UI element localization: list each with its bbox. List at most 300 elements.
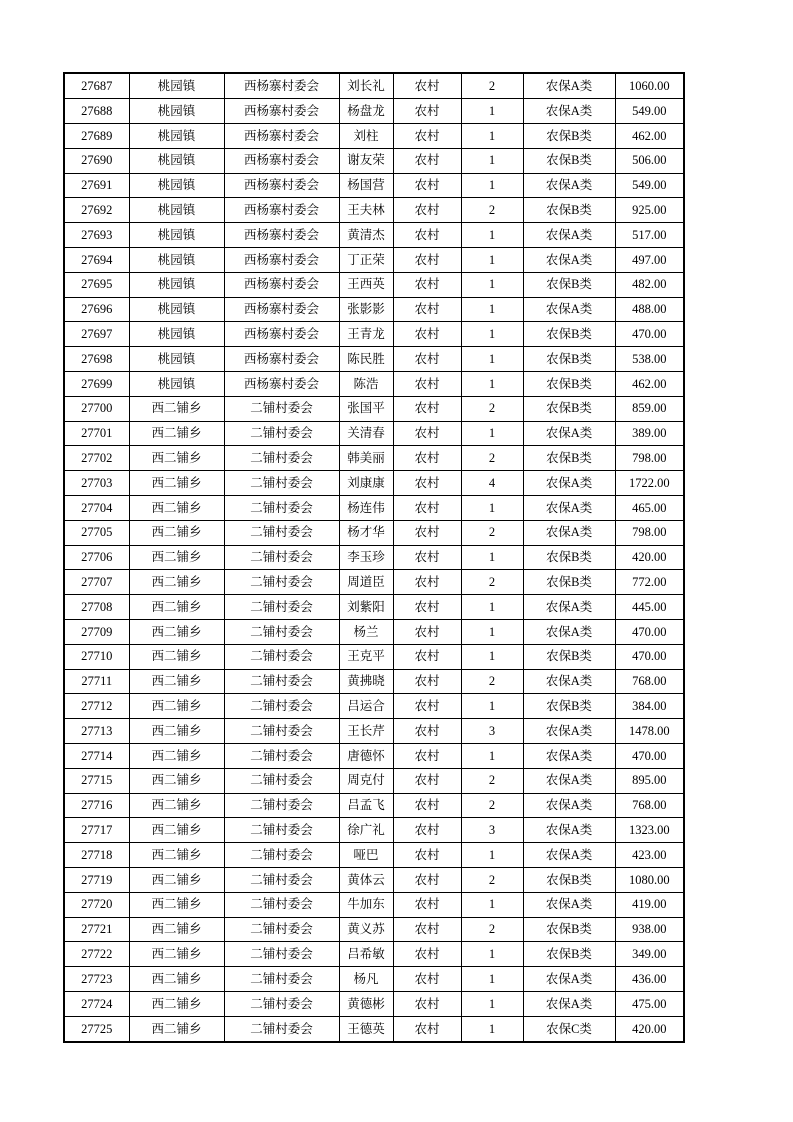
cell-person-name: 周道臣: [339, 570, 393, 595]
cell-insurance-category: 农保B类: [523, 272, 615, 297]
cell-village-committee: 二铺村委会: [224, 768, 339, 793]
cell-insurance-category: 农保A类: [523, 669, 615, 694]
cell-village-committee: 二铺村委会: [224, 867, 339, 892]
cell-town: 西二铺乡: [129, 446, 224, 471]
table-row: [64, 99, 684, 124]
cell-village-committee: 西杨寨村委会: [224, 371, 339, 396]
table-row: [64, 1016, 684, 1042]
cell-insurance-category: 农保A类: [523, 619, 615, 644]
table-row: [64, 818, 684, 843]
cell-person-count: 2: [461, 793, 523, 818]
cell-village-committee: 二铺村委会: [224, 644, 339, 669]
cell-amount: 768.00: [615, 669, 684, 694]
cell-amount: 482.00: [615, 272, 684, 297]
cell-person-count: 1: [461, 347, 523, 372]
cell-record-id: 27696: [64, 297, 129, 322]
cell-record-id: 27693: [64, 223, 129, 248]
cell-record-id: 27710: [64, 644, 129, 669]
cell-town: 西二铺乡: [129, 545, 224, 570]
cell-insurance-category: 农保A类: [523, 297, 615, 322]
cell-residence-type: 农村: [393, 743, 461, 768]
cell-town: 桃园镇: [129, 223, 224, 248]
cell-person-count: 1: [461, 644, 523, 669]
cell-amount: 1060.00: [615, 73, 684, 99]
cell-amount: 389.00: [615, 421, 684, 446]
cell-insurance-category: 农保B类: [523, 347, 615, 372]
cell-record-id: 27697: [64, 322, 129, 347]
cell-amount: 768.00: [615, 793, 684, 818]
table-row: [64, 124, 684, 149]
cell-amount: 419.00: [615, 892, 684, 917]
cell-record-id: 27698: [64, 347, 129, 372]
cell-village-committee: 西杨寨村委会: [224, 148, 339, 173]
cell-record-id: 27689: [64, 124, 129, 149]
cell-village-committee: 二铺村委会: [224, 595, 339, 620]
cell-town: 桃园镇: [129, 297, 224, 322]
cell-town: 西二铺乡: [129, 967, 224, 992]
cell-amount: 895.00: [615, 768, 684, 793]
cell-amount: 420.00: [615, 545, 684, 570]
cell-town: 桃园镇: [129, 272, 224, 297]
cell-record-id: 27708: [64, 595, 129, 620]
cell-record-id: 27720: [64, 892, 129, 917]
cell-town: 西二铺乡: [129, 644, 224, 669]
cell-record-id: 27714: [64, 743, 129, 768]
cell-insurance-category: 农保A类: [523, 99, 615, 124]
cell-village-committee: 二铺村委会: [224, 570, 339, 595]
cell-insurance-category: 农保A类: [523, 495, 615, 520]
cell-insurance-category: 农保B类: [523, 644, 615, 669]
cell-person-count: 2: [461, 198, 523, 223]
cell-insurance-category: 农保A类: [523, 421, 615, 446]
cell-record-id: 27691: [64, 173, 129, 198]
cell-town: 桃园镇: [129, 173, 224, 198]
cell-amount: 549.00: [615, 99, 684, 124]
cell-record-id: 27717: [64, 818, 129, 843]
cell-person-name: 刘长礼: [339, 73, 393, 99]
cell-village-committee: 二铺村委会: [224, 495, 339, 520]
cell-village-committee: 二铺村委会: [224, 694, 339, 719]
table-row: [64, 867, 684, 892]
cell-village-committee: 二铺村委会: [224, 917, 339, 942]
cell-village-committee: 二铺村委会: [224, 1016, 339, 1042]
cell-town: 西二铺乡: [129, 421, 224, 446]
cell-person-name: 王青龙: [339, 322, 393, 347]
table-row: [64, 198, 684, 223]
cell-town: 西二铺乡: [129, 619, 224, 644]
cell-amount: 470.00: [615, 644, 684, 669]
cell-village-committee: 二铺村委会: [224, 446, 339, 471]
cell-residence-type: 农村: [393, 570, 461, 595]
table-row: [64, 768, 684, 793]
cell-town: 西二铺乡: [129, 520, 224, 545]
cell-town: 西二铺乡: [129, 570, 224, 595]
cell-person-count: 1: [461, 843, 523, 868]
cell-person-name: 王西英: [339, 272, 393, 297]
cell-residence-type: 农村: [393, 644, 461, 669]
cell-town: 西二铺乡: [129, 495, 224, 520]
table-row: [64, 917, 684, 942]
cell-record-id: 27702: [64, 446, 129, 471]
cell-residence-type: 农村: [393, 694, 461, 719]
table-row: [64, 991, 684, 1016]
cell-village-committee: 西杨寨村委会: [224, 247, 339, 272]
table-row: [64, 272, 684, 297]
cell-insurance-category: 农保A类: [523, 520, 615, 545]
cell-village-committee: 西杨寨村委会: [224, 198, 339, 223]
cell-amount: 488.00: [615, 297, 684, 322]
cell-person-count: 2: [461, 768, 523, 793]
cell-town: 桃园镇: [129, 148, 224, 173]
cell-insurance-category: 农保A类: [523, 719, 615, 744]
cell-insurance-category: 农保B类: [523, 694, 615, 719]
cell-person-name: 牛加东: [339, 892, 393, 917]
cell-insurance-category: 农保A类: [523, 743, 615, 768]
table-row: [64, 545, 684, 570]
cell-person-name: 陈民胜: [339, 347, 393, 372]
table-row: [64, 421, 684, 446]
cell-person-count: 1: [461, 545, 523, 570]
table-row: [64, 669, 684, 694]
table-row: [64, 471, 684, 496]
table-row: [64, 644, 684, 669]
cell-person-name: 黄拂晓: [339, 669, 393, 694]
cell-person-count: 1: [461, 272, 523, 297]
cell-village-committee: 西杨寨村委会: [224, 322, 339, 347]
cell-village-committee: 二铺村委会: [224, 793, 339, 818]
cell-person-name: 杨才华: [339, 520, 393, 545]
cell-amount: 506.00: [615, 148, 684, 173]
cell-record-id: 27721: [64, 917, 129, 942]
cell-town: 桃园镇: [129, 124, 224, 149]
cell-residence-type: 农村: [393, 148, 461, 173]
cell-amount: 859.00: [615, 396, 684, 421]
cell-person-count: 3: [461, 818, 523, 843]
cell-insurance-category: 农保A类: [523, 173, 615, 198]
cell-person-count: 1: [461, 942, 523, 967]
cell-residence-type: 农村: [393, 471, 461, 496]
cell-residence-type: 农村: [393, 867, 461, 892]
cell-village-committee: 二铺村委会: [224, 669, 339, 694]
cell-record-id: 27715: [64, 768, 129, 793]
cell-amount: 798.00: [615, 520, 684, 545]
cell-town: 桃园镇: [129, 73, 224, 99]
cell-residence-type: 农村: [393, 297, 461, 322]
cell-amount: 470.00: [615, 322, 684, 347]
cell-town: 西二铺乡: [129, 768, 224, 793]
table-row: [64, 942, 684, 967]
cell-person-count: 1: [461, 619, 523, 644]
cell-person-name: 关清春: [339, 421, 393, 446]
cell-town: 西二铺乡: [129, 867, 224, 892]
cell-amount: 772.00: [615, 570, 684, 595]
cell-person-name: 哑巴: [339, 843, 393, 868]
cell-residence-type: 农村: [393, 595, 461, 620]
cell-amount: 470.00: [615, 619, 684, 644]
cell-record-id: 27700: [64, 396, 129, 421]
cell-village-committee: 二铺村委会: [224, 818, 339, 843]
table-row: [64, 297, 684, 322]
cell-insurance-category: 农保B类: [523, 124, 615, 149]
cell-insurance-category: 农保A类: [523, 793, 615, 818]
cell-residence-type: 农村: [393, 967, 461, 992]
cell-person-count: 1: [461, 595, 523, 620]
cell-village-committee: 西杨寨村委会: [224, 173, 339, 198]
cell-village-committee: 二铺村委会: [224, 421, 339, 446]
cell-residence-type: 农村: [393, 73, 461, 99]
table-row: [64, 793, 684, 818]
cell-amount: 1478.00: [615, 719, 684, 744]
cell-amount: 436.00: [615, 967, 684, 992]
cell-person-count: 1: [461, 124, 523, 149]
cell-insurance-category: 农保B类: [523, 545, 615, 570]
cell-record-id: 27716: [64, 793, 129, 818]
cell-residence-type: 农村: [393, 223, 461, 248]
records-tbody: [64, 73, 684, 1042]
cell-town: 桃园镇: [129, 322, 224, 347]
cell-record-id: 27706: [64, 545, 129, 570]
cell-person-count: 1: [461, 495, 523, 520]
cell-person-name: 吕运合: [339, 694, 393, 719]
cell-amount: 423.00: [615, 843, 684, 868]
cell-town: 西二铺乡: [129, 743, 224, 768]
cell-person-name: 杨盘龙: [339, 99, 393, 124]
cell-amount: 470.00: [615, 743, 684, 768]
cell-town: 西二铺乡: [129, 818, 224, 843]
cell-person-count: 2: [461, 867, 523, 892]
cell-residence-type: 农村: [393, 768, 461, 793]
cell-village-committee: 西杨寨村委会: [224, 223, 339, 248]
cell-town: 西二铺乡: [129, 595, 224, 620]
cell-record-id: 27713: [64, 719, 129, 744]
table-row: [64, 371, 684, 396]
cell-village-committee: 二铺村委会: [224, 967, 339, 992]
cell-town: 西二铺乡: [129, 892, 224, 917]
cell-person-name: 谢友荣: [339, 148, 393, 173]
cell-town: 桃园镇: [129, 99, 224, 124]
cell-insurance-category: 农保B类: [523, 322, 615, 347]
cell-person-name: 徐广礼: [339, 818, 393, 843]
cell-person-count: 1: [461, 694, 523, 719]
table-row: [64, 520, 684, 545]
table-row: [64, 223, 684, 248]
cell-insurance-category: 农保A类: [523, 768, 615, 793]
cell-insurance-category: 农保B类: [523, 942, 615, 967]
cell-amount: 497.00: [615, 247, 684, 272]
cell-residence-type: 农村: [393, 272, 461, 297]
cell-person-name: 刘康康: [339, 471, 393, 496]
cell-person-name: 王夫林: [339, 198, 393, 223]
cell-amount: 1080.00: [615, 867, 684, 892]
table-row: [64, 619, 684, 644]
cell-village-committee: 二铺村委会: [224, 942, 339, 967]
table-row: [64, 595, 684, 620]
cell-record-id: 27694: [64, 247, 129, 272]
cell-insurance-category: 农保B类: [523, 446, 615, 471]
cell-town: 西二铺乡: [129, 719, 224, 744]
table-row: [64, 173, 684, 198]
cell-residence-type: 农村: [393, 1016, 461, 1042]
cell-person-name: 黄义苏: [339, 917, 393, 942]
cell-person-count: 2: [461, 446, 523, 471]
cell-record-id: 27719: [64, 867, 129, 892]
cell-person-name: 王德英: [339, 1016, 393, 1042]
cell-residence-type: 农村: [393, 917, 461, 942]
cell-village-committee: 西杨寨村委会: [224, 124, 339, 149]
cell-person-name: 韩美丽: [339, 446, 393, 471]
cell-record-id: 27705: [64, 520, 129, 545]
cell-insurance-category: 农保A类: [523, 892, 615, 917]
cell-insurance-category: 农保A类: [523, 595, 615, 620]
cell-record-id: 27725: [64, 1016, 129, 1042]
cell-town: 桃园镇: [129, 198, 224, 223]
cell-village-committee: 西杨寨村委会: [224, 99, 339, 124]
cell-insurance-category: 农保B类: [523, 917, 615, 942]
cell-village-committee: 二铺村委会: [224, 892, 339, 917]
cell-insurance-category: 农保B类: [523, 867, 615, 892]
cell-amount: 538.00: [615, 347, 684, 372]
cell-person-name: 吕希敏: [339, 942, 393, 967]
cell-insurance-category: 农保A类: [523, 967, 615, 992]
cell-residence-type: 农村: [393, 99, 461, 124]
cell-amount: 549.00: [615, 173, 684, 198]
table-row: [64, 322, 684, 347]
cell-amount: 1722.00: [615, 471, 684, 496]
cell-person-count: 1: [461, 297, 523, 322]
cell-person-count: 1: [461, 991, 523, 1016]
cell-amount: 938.00: [615, 917, 684, 942]
cell-record-id: 27723: [64, 967, 129, 992]
cell-amount: 925.00: [615, 198, 684, 223]
cell-town: 西二铺乡: [129, 843, 224, 868]
cell-residence-type: 农村: [393, 198, 461, 223]
cell-record-id: 27687: [64, 73, 129, 99]
cell-residence-type: 农村: [393, 991, 461, 1016]
cell-person-count: 1: [461, 247, 523, 272]
cell-insurance-category: 农保B类: [523, 396, 615, 421]
cell-amount: 475.00: [615, 991, 684, 1016]
cell-person-count: 2: [461, 570, 523, 595]
cell-person-name: 刘柱: [339, 124, 393, 149]
table-row: [64, 247, 684, 272]
cell-record-id: 27699: [64, 371, 129, 396]
cell-amount: 462.00: [615, 124, 684, 149]
cell-residence-type: 农村: [393, 371, 461, 396]
cell-insurance-category: 农保B类: [523, 198, 615, 223]
cell-insurance-category: 农保A类: [523, 991, 615, 1016]
cell-town: 西二铺乡: [129, 694, 224, 719]
cell-person-name: 吕孟飞: [339, 793, 393, 818]
cell-record-id: 27704: [64, 495, 129, 520]
cell-town: 西二铺乡: [129, 1016, 224, 1042]
cell-village-committee: 二铺村委会: [224, 545, 339, 570]
cell-insurance-category: 农保B类: [523, 148, 615, 173]
cell-residence-type: 农村: [393, 396, 461, 421]
cell-record-id: 27712: [64, 694, 129, 719]
cell-village-committee: 西杨寨村委会: [224, 297, 339, 322]
cell-residence-type: 农村: [393, 619, 461, 644]
cell-record-id: 27688: [64, 99, 129, 124]
table-row: [64, 396, 684, 421]
cell-person-count: 1: [461, 173, 523, 198]
table-row: [64, 892, 684, 917]
cell-person-count: 3: [461, 719, 523, 744]
cell-person-count: 2: [461, 917, 523, 942]
cell-person-name: 王克平: [339, 644, 393, 669]
cell-town: 西二铺乡: [129, 793, 224, 818]
cell-village-committee: 二铺村委会: [224, 619, 339, 644]
cell-town: 桃园镇: [129, 371, 224, 396]
cell-residence-type: 农村: [393, 545, 461, 570]
cell-town: 西二铺乡: [129, 471, 224, 496]
cell-person-count: 1: [461, 223, 523, 248]
cell-village-committee: 西杨寨村委会: [224, 73, 339, 99]
table-row: [64, 570, 684, 595]
cell-village-committee: 西杨寨村委会: [224, 272, 339, 297]
cell-person-count: 2: [461, 396, 523, 421]
cell-record-id: 27709: [64, 619, 129, 644]
cell-person-name: 张国平: [339, 396, 393, 421]
cell-person-count: 1: [461, 421, 523, 446]
cell-person-name: 张影影: [339, 297, 393, 322]
cell-town: 西二铺乡: [129, 396, 224, 421]
cell-record-id: 27724: [64, 991, 129, 1016]
table-row: [64, 148, 684, 173]
cell-amount: 445.00: [615, 595, 684, 620]
cell-person-count: 1: [461, 967, 523, 992]
cell-residence-type: 农村: [393, 124, 461, 149]
cell-insurance-category: 农保A类: [523, 818, 615, 843]
cell-person-count: 1: [461, 743, 523, 768]
cell-village-committee: 二铺村委会: [224, 743, 339, 768]
cell-person-name: 李玉珍: [339, 545, 393, 570]
cell-town: 西二铺乡: [129, 991, 224, 1016]
cell-record-id: 27722: [64, 942, 129, 967]
cell-village-committee: 西杨寨村委会: [224, 347, 339, 372]
table-row: [64, 967, 684, 992]
cell-person-name: 王长芹: [339, 719, 393, 744]
cell-record-id: 27690: [64, 148, 129, 173]
cell-amount: 465.00: [615, 495, 684, 520]
cell-amount: 420.00: [615, 1016, 684, 1042]
cell-town: 桃园镇: [129, 347, 224, 372]
cell-insurance-category: 农保A类: [523, 843, 615, 868]
cell-person-count: 1: [461, 1016, 523, 1042]
cell-insurance-category: 农保A类: [523, 471, 615, 496]
cell-insurance-category: 农保A类: [523, 73, 615, 99]
cell-residence-type: 农村: [393, 347, 461, 372]
cell-person-name: 杨凡: [339, 967, 393, 992]
cell-amount: 349.00: [615, 942, 684, 967]
cell-person-count: 2: [461, 520, 523, 545]
cell-person-name: 杨连伟: [339, 495, 393, 520]
cell-residence-type: 农村: [393, 719, 461, 744]
cell-person-name: 陈浩: [339, 371, 393, 396]
table-row: [64, 495, 684, 520]
cell-residence-type: 农村: [393, 495, 461, 520]
table-row: [64, 446, 684, 471]
cell-record-id: 27707: [64, 570, 129, 595]
cell-village-committee: 二铺村委会: [224, 991, 339, 1016]
cell-person-name: 丁正荣: [339, 247, 393, 272]
cell-village-committee: 二铺村委会: [224, 396, 339, 421]
cell-village-committee: 二铺村委会: [224, 471, 339, 496]
cell-town: 桃园镇: [129, 247, 224, 272]
cell-residence-type: 农村: [393, 843, 461, 868]
cell-village-committee: 二铺村委会: [224, 843, 339, 868]
cell-person-count: 1: [461, 892, 523, 917]
table-row: [64, 347, 684, 372]
